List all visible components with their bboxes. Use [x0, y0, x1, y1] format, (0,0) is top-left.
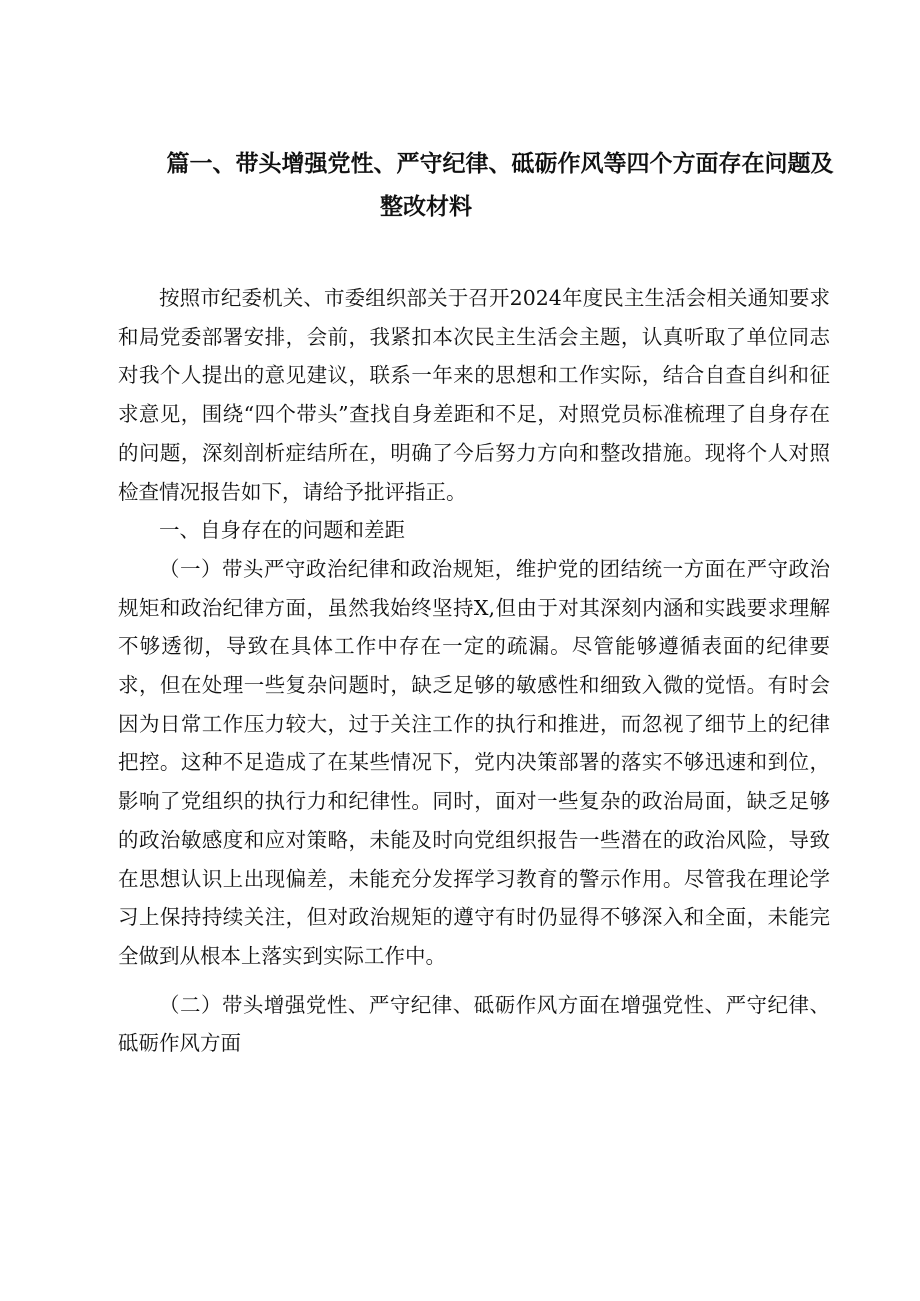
title-line-2: 整改材料: [380, 194, 472, 220]
title-line-1: 篇一、带头增强党性、严守纪律、砥砺作风等四个方面存在问题及: [166, 151, 834, 177]
section-heading: 一、自身存在的问题和差距: [159, 518, 405, 543]
intro-paragraph: 按照市纪委机关、市委组织部关于召开2024年度民主生活会相关通知要求和局党委部署安排，会前，我紧扣本次民主生活会主题，认真听取了单位同志对我个人提出的意见建议，联系一年来的思想和工作实际，结合自查自纠和征求意见，围绕“四个带头”查找自身差距和不足，对照党员标准梳理了自身存在的问题，深刻剖析症结所在，明确了今后努力方向和整改措施。现将个人对照检查情况报告如下，请给予批评指正。: [118, 286, 830, 504]
item-2-paragraph: （二）带头增强党性、严守纪律、砥砺作风方面在增强党性、严守纪律、砥砺作风方面: [118, 992, 830, 1056]
item-1-paragraph: （一）带头严守政治纪律和政治规矩，维护党的团结统一方面在严守政治规矩和政治纪律方面，虽然我始终坚持X,但由于对其深刻内涵和实践要求理解不够透彻，导致在具体工作中存在一定的疏漏。尽管能够遵循表面的纪律要求，但在处理一些复杂问题时，缺乏足够的敏感性和细致入微的觉悟。有时会因为日常工作压力较大，过于关注工作的执行和推进，而忽视了细节上的纪律把控。这种不足造成了在某些情况下，党内决策部署的落实不够迅速和到位，影响了党组织的执行力和纪律性。同时，面对一些复杂的政治局面，缺乏足够的政治敏感度和应对策略，未能及时向党组织报告一些潜在的政治风险，导致在思想认识上出现偏差，未能充分发挥学习教育的警示作用。尽管我在理论学习上保持持续关注，但对政治规矩的遵守有时仍显得不够深入和全面，未能完全做到从根本上落实到实际工作中。: [118, 556, 830, 968]
document-body: [118, 279, 830, 1063]
document-title: [120, 146, 880, 225]
